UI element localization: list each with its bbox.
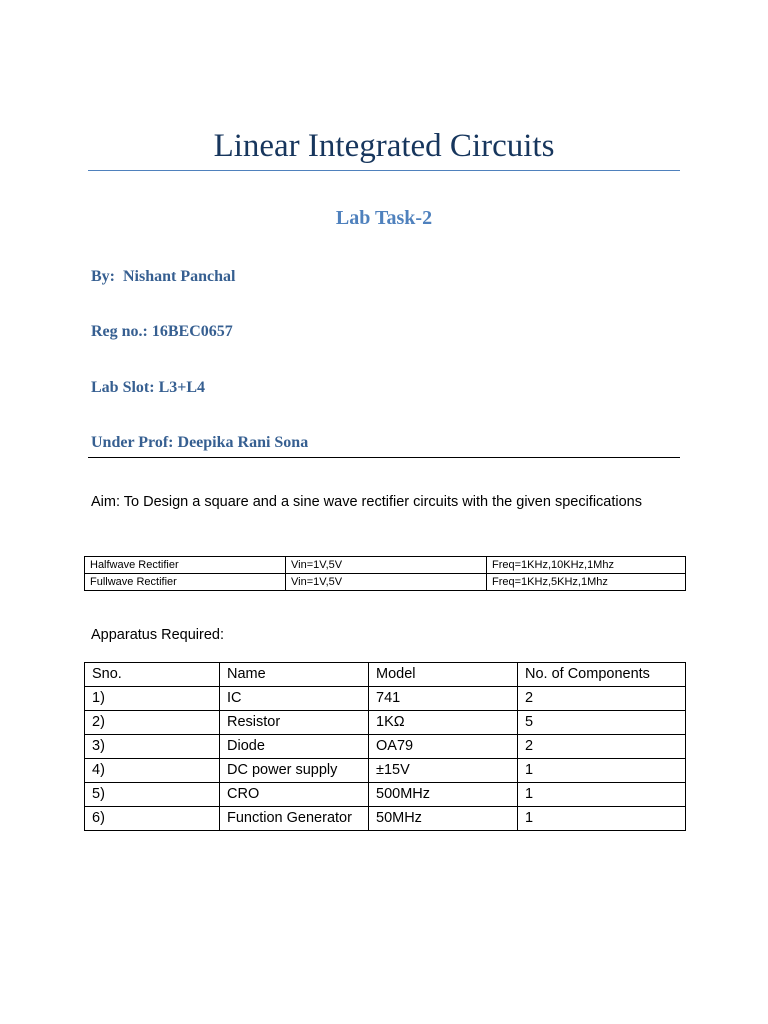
title-divider	[88, 170, 680, 171]
table-row	[85, 557, 686, 574]
table-cell: Fullwave Rectifier	[85, 574, 286, 591]
table-cell: 2	[518, 687, 686, 711]
table-cell: CRO	[220, 783, 369, 807]
table-cell: 1	[518, 759, 686, 783]
table-cell: Freq=1KHz,5KHz,1Mhz	[487, 574, 686, 591]
header-divider	[88, 457, 680, 458]
table-cell: 1	[518, 807, 686, 831]
apparatus-heading: Apparatus Required:	[91, 627, 224, 643]
table-row	[85, 783, 686, 807]
table-cell: IC	[220, 687, 369, 711]
table-row	[85, 711, 686, 735]
table-cell: Vin=1V,5V	[286, 557, 487, 574]
reg-no-line: Reg no.: 16BEC0657	[91, 323, 233, 340]
table-cell: 1	[518, 783, 686, 807]
table-cell: 2	[518, 735, 686, 759]
table-cell: 50MHz	[369, 807, 518, 831]
table-cell: Freq=1KHz,10KHz,1Mhz	[487, 557, 686, 574]
professor-line: Under Prof: Deepika Rani Sona	[91, 434, 309, 451]
document-title: Linear Integrated Circuits	[213, 128, 555, 164]
author-line: By: Nishant Panchal	[91, 268, 236, 285]
document-subtitle: Lab Task-2	[335, 207, 433, 229]
table-row	[85, 687, 686, 711]
table-cell: 4)	[85, 759, 220, 783]
table-header-row	[85, 663, 686, 687]
table-cell: Resistor	[220, 711, 369, 735]
table-cell: 1KΩ	[369, 711, 518, 735]
aim-paragraph: Aim: To Design a square and a sine wave rectifier circuits with the given specifications	[91, 494, 642, 510]
lab-slot-line: Lab Slot: L3+L4	[91, 379, 206, 396]
table-row	[85, 759, 686, 783]
header-cell: Model	[369, 663, 518, 687]
table-cell: Vin=1V,5V	[286, 574, 487, 591]
header-cell: Name	[220, 663, 369, 687]
table-cell: Diode	[220, 735, 369, 759]
specification-table	[84, 556, 686, 591]
table-row	[85, 807, 686, 831]
apparatus-table	[84, 662, 686, 831]
table-cell: Function Generator	[220, 807, 369, 831]
table-cell: 3)	[85, 735, 220, 759]
table-cell: OA79	[369, 735, 518, 759]
table-cell: 741	[369, 687, 518, 711]
table-cell: 2)	[85, 711, 220, 735]
table-cell: 5)	[85, 783, 220, 807]
table-cell: 500MHz	[369, 783, 518, 807]
header-cell: Sno.	[85, 663, 220, 687]
table-cell: Halfwave Rectifier	[85, 557, 286, 574]
table-row	[85, 574, 686, 591]
table-cell: 1)	[85, 687, 220, 711]
table-row	[85, 735, 686, 759]
header-cell: No. of Components	[518, 663, 686, 687]
table-cell: ±15V	[369, 759, 518, 783]
table-cell: DC power supply	[220, 759, 369, 783]
table-cell: 5	[518, 711, 686, 735]
table-cell: 6)	[85, 807, 220, 831]
